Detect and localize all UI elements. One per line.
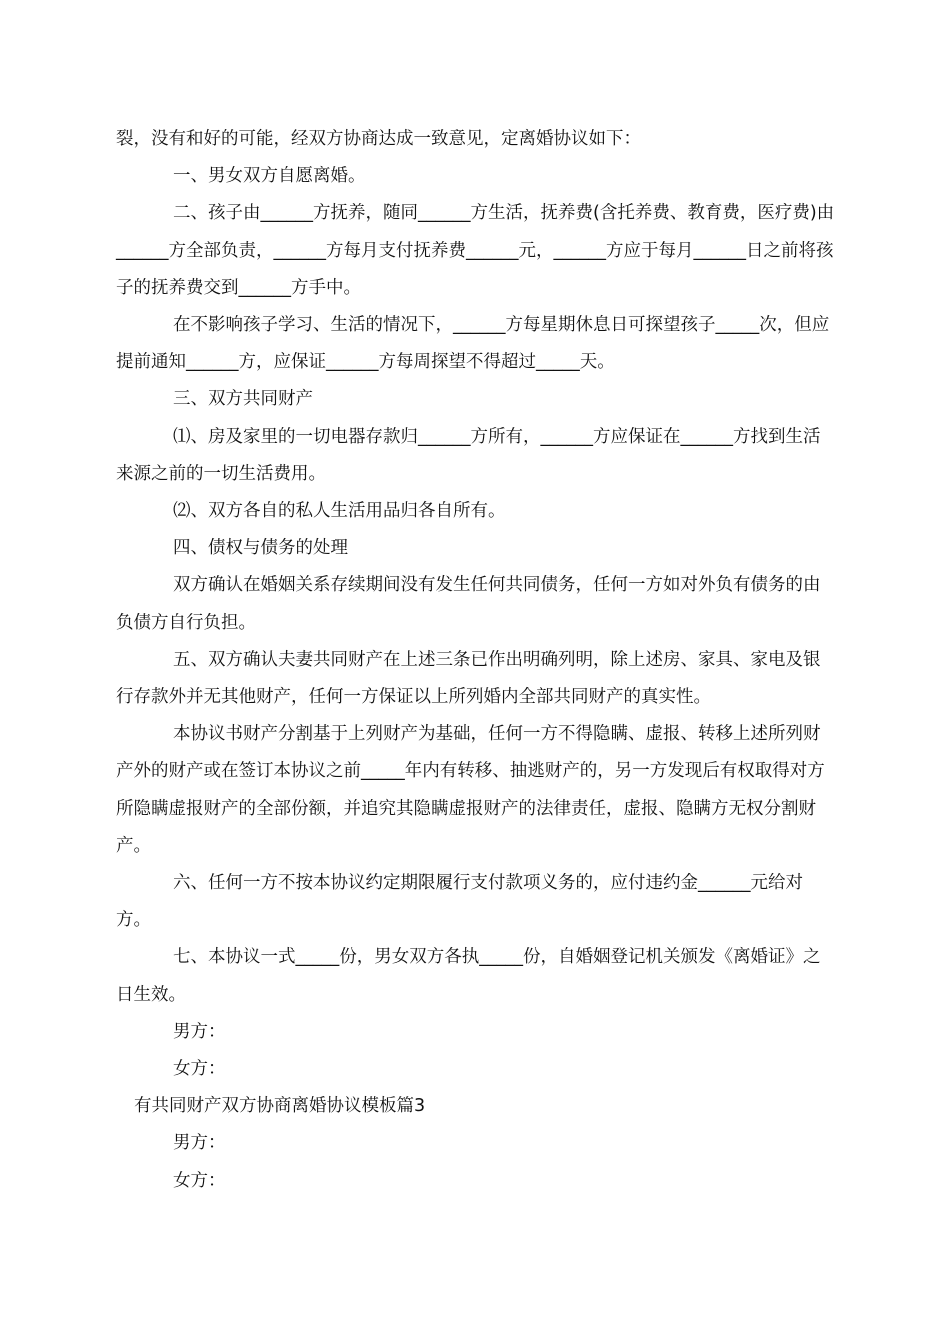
clause-3-item-2: ⑵、双方各自的私人生活用品归各自所有。 (173, 501, 506, 522)
signature-male-label: 男方： (173, 1021, 226, 1042)
clause-visitation: 在不影响孩子学习、生活的情况下，______方每星期休息日可探望孩子_____次，但应提前通知______方，应保证______方每周探望不得超过_____天。 (116, 315, 830, 373)
clause-2-custody: 二、孩子由______方抚养，随同______方生活，抚养费(含托养费、教育费，医疗费)由______方全部负责，______方每月支付抚养费______元，______方应于每月______日之前将孩子的抚养费交到______方手中。 (116, 203, 835, 298)
clause-3-heading: 三、双方共同财产 (173, 389, 313, 410)
section-title: 有共同财产双方协商离婚协议模板篇3 (134, 1096, 426, 1117)
signature-male-label-2: 男方： (173, 1133, 226, 1154)
clause-1: 一、男女双方自愿离婚。 (173, 166, 366, 187)
clause-3-item-1: ⑴、房及家里的一切电器存款归______方所有，______方应保证在______方找到生活来源之前的一切生活费用。 (116, 426, 821, 484)
clause-4-debts: 双方确认在婚姻关系存续期间没有发生任何共同债务，任何一方如对外负有债务的由负债方自行负担。 (116, 575, 821, 633)
signature-female-label: 女方： (173, 1059, 226, 1080)
clause-7-copies: 七、本协议一式_____份，男女双方各执_____份，自婚姻登记机关颁发《离婚证》之日生效。 (116, 947, 821, 1005)
clause-4-heading: 四、债权与债务的处理 (173, 538, 348, 559)
paragraph-continuation: 裂，没有和好的可能，经双方协商达成一致意见，定离婚协议如下： (116, 129, 641, 149)
document-body (116, 121, 836, 1200)
signature-female-label-2: 女方： (173, 1170, 226, 1191)
clause-6-penalty: 六、任何一方不按本协议约定期限履行支付款项义务的，应付违约金______元给对方。 (116, 873, 803, 931)
clause-property-division: 本协议书财产分割基于上列财产为基础，任何一方不得隐瞒、虚报、转移上述所列财产外的财产或在签订本协议之前_____年内有转移、抽逃财产的，另一方发现后有权取得对方所隐瞒虚报财产的全部份额，并追究其隐瞒虚报财产的法律责任，虚报、隐瞒方无权分割财产。 (116, 724, 825, 856)
clause-5-property: 五、双方确认夫妻共同财产在上述三条已作出明确列明，除上述房、家具、家电及银行存款外并无其他财产，任何一方保证以上所列婚内全部共同财产的真实性。 (116, 649, 821, 708)
